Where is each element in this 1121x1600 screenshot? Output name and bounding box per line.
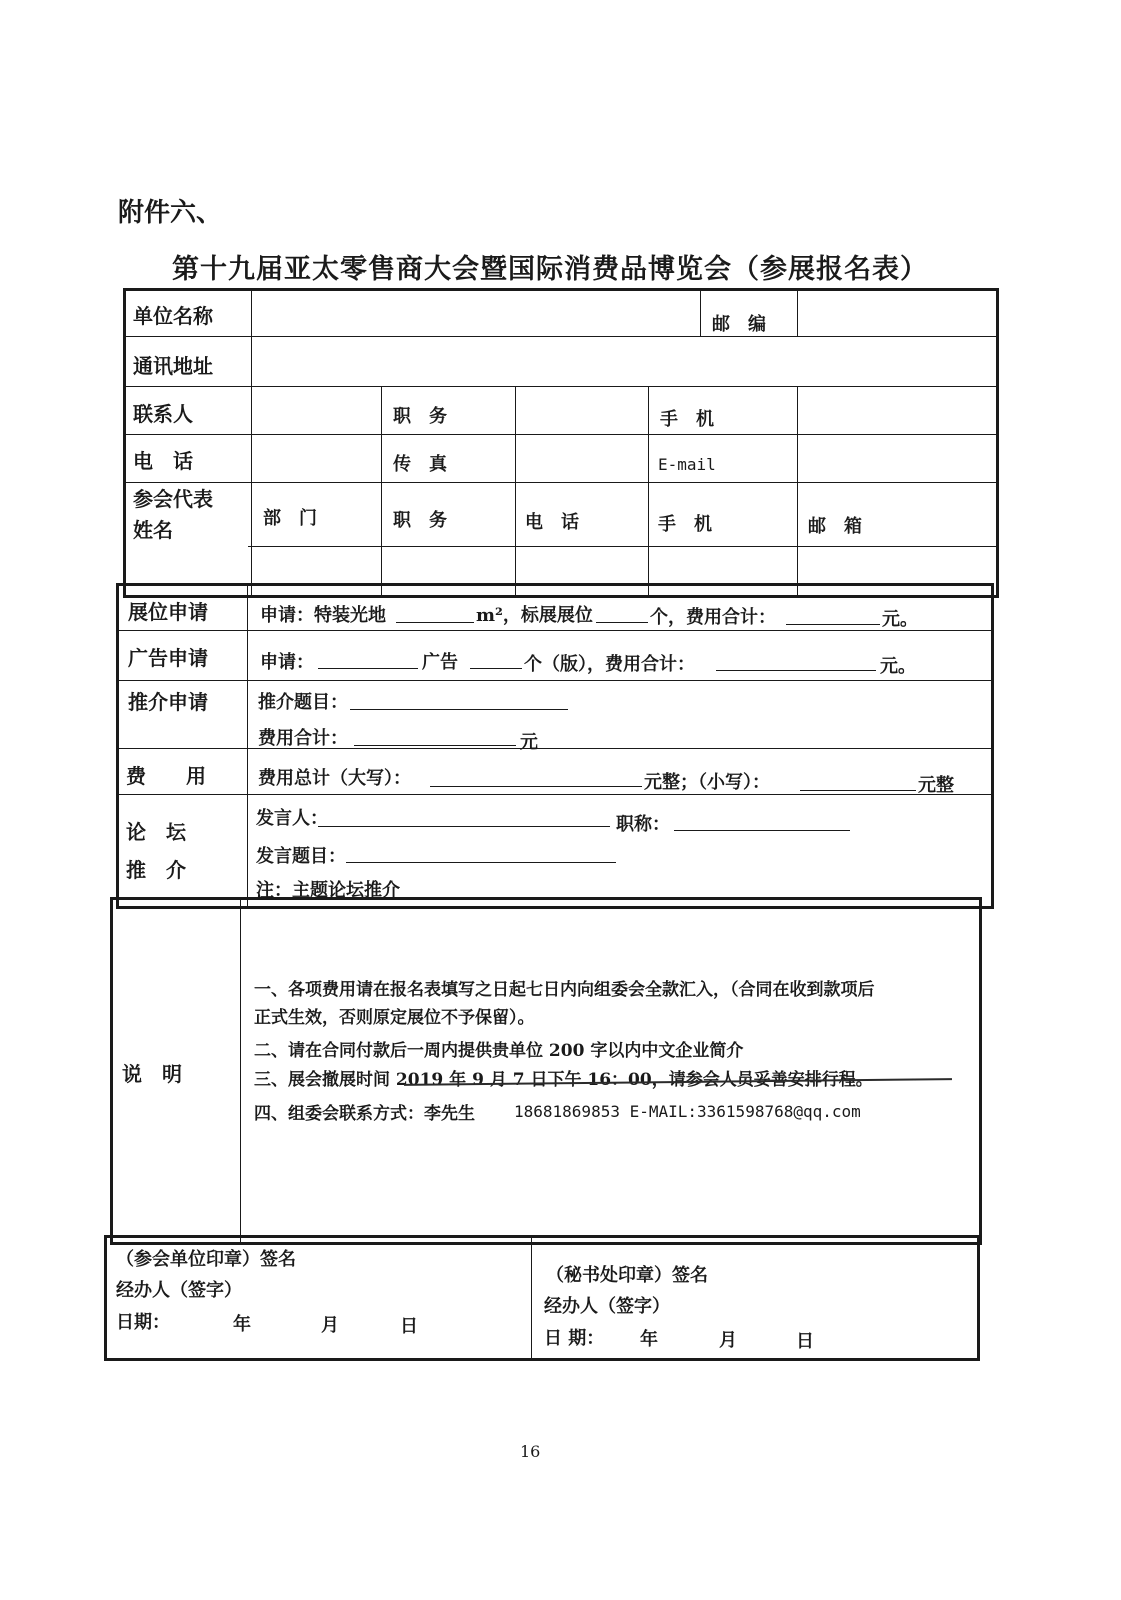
phone-label: 电 话 xyxy=(133,449,193,473)
ad-text-2: 广告 xyxy=(422,652,458,673)
ad-type-blank[interactable] xyxy=(318,668,418,669)
forum-label-2: 推 介 xyxy=(126,858,186,882)
booth-area-blank[interactable] xyxy=(396,622,474,623)
booth-text-1: 申请：特装光地 xyxy=(260,605,386,626)
form-title: 第十九届亚太零售商大会暨国际消费品博览会（参展报名表） xyxy=(172,254,928,285)
rule xyxy=(515,386,516,598)
forum-note: 注：主题论坛推介 xyxy=(256,880,400,901)
rule xyxy=(381,386,382,598)
mailbox-label: 邮 箱 xyxy=(808,516,862,537)
ad-text-1: 申请： xyxy=(260,652,314,673)
sign-left-month: 月 xyxy=(321,1315,339,1336)
note-line-3: 二、请在合同付款后一周内提供贵单位 200 字以内中文企业简介 xyxy=(254,1041,744,1061)
note-line-5-contact: 18681869853 E-MAIL:3361598768@qq.com xyxy=(514,1102,861,1121)
rule xyxy=(240,897,241,1245)
attachment-label: 附件六、 xyxy=(118,198,223,228)
booth-fee-blank[interactable] xyxy=(786,624,880,625)
booth-text-3: 个，费用合计： xyxy=(650,607,776,628)
forum-speaker-label: 发言人： xyxy=(256,808,328,829)
promo-unit: 元 xyxy=(520,732,538,753)
sign-right-year: 年 xyxy=(640,1329,658,1350)
fee-text-3: 元整 xyxy=(918,775,954,796)
booth-count-blank[interactable] xyxy=(596,622,648,623)
sign-right-line-2: 经办人（签字） xyxy=(544,1296,670,1317)
rule xyxy=(251,288,252,598)
note-line-4: 三、展会撤展时间 2019 年 9 月 7 日下午 16：00，请参会人员妥善安排行程。 xyxy=(254,1070,873,1090)
booth-label: 展位申请 xyxy=(128,600,208,624)
page-number: 16 xyxy=(520,1442,541,1461)
note-line-5-label: 四、组委会联系方式：李先生 xyxy=(254,1104,475,1124)
promo-title-label: 推介题目： xyxy=(258,692,348,713)
ad-count-blank[interactable] xyxy=(470,668,522,669)
ad-text-3: 个（版），费用合计： xyxy=(524,654,695,675)
fee-text-2: 元整；（小写）： xyxy=(644,772,770,793)
position-label: 职 务 xyxy=(393,406,447,427)
forum-topic-blank[interactable] xyxy=(346,862,616,863)
delegate-label-1: 参会代表 xyxy=(133,487,213,511)
sign-left-line-1: （参会单位印章）签名 xyxy=(116,1249,296,1270)
position2-label: 职 务 xyxy=(393,510,447,531)
ad-fee-blank[interactable] xyxy=(716,670,876,671)
sign-left-year: 年 xyxy=(233,1314,251,1335)
fee-number-blank[interactable] xyxy=(800,790,916,791)
email-label: E-mail xyxy=(658,455,716,474)
postcode-label: 邮 编 xyxy=(712,314,766,335)
rule xyxy=(531,1235,532,1361)
ad-text-4: 元。 xyxy=(880,656,916,677)
note-line-1: 一、各项费用请在报名表填写之日起七日内向组委会全款汇入，（合同在收到款项后 xyxy=(254,980,875,1000)
booth-text-2: m²，标展展位 xyxy=(476,605,593,626)
forum-title-label: 职称： xyxy=(616,814,670,835)
forum-label-1: 论 坛 xyxy=(126,820,186,844)
sign-left-day: 日 xyxy=(400,1316,418,1337)
rule xyxy=(247,583,248,909)
sign-left-date-label: 日期： xyxy=(116,1312,170,1333)
fax-label: 传 真 xyxy=(393,454,447,475)
delegate-label-2: 姓名 xyxy=(133,518,173,542)
rule xyxy=(797,288,798,336)
dept-label: 部 门 xyxy=(263,508,317,529)
rule xyxy=(123,482,999,483)
fee-text-1: 费用总计（大写）： xyxy=(258,768,411,789)
ad-label: 广告申请 xyxy=(128,646,208,670)
forum-topic-label: 发言题目： xyxy=(256,846,346,867)
mobile-label: 手 机 xyxy=(660,409,714,430)
sign-right-line-1: （秘书处印章）签名 xyxy=(546,1265,708,1286)
phone2-label: 电 话 xyxy=(525,512,579,533)
promo-fee-label: 费用合计： xyxy=(258,728,348,749)
note-line-2: 正式生效，否则原定展位不予保留）。 xyxy=(254,1008,535,1028)
mobile2-label: 手 机 xyxy=(658,514,712,535)
rule xyxy=(797,386,798,598)
rule xyxy=(648,386,649,598)
sign-right-day: 日 xyxy=(796,1331,814,1352)
rule xyxy=(248,546,999,547)
promo-fee-blank[interactable] xyxy=(354,745,516,746)
promo-title-blank[interactable] xyxy=(350,709,568,710)
rule xyxy=(123,434,999,435)
contact-label: 联系人 xyxy=(133,402,193,426)
notes-label: 说 明 xyxy=(122,1062,182,1086)
address-label: 通讯地址 xyxy=(133,354,213,378)
fee-label: 费 用 xyxy=(126,764,206,788)
promo-label: 推介申请 xyxy=(128,690,208,714)
rule xyxy=(123,336,999,337)
sign-left-line-2: 经办人（签字） xyxy=(116,1280,242,1301)
rule xyxy=(123,386,999,387)
booth-text-4: 元。 xyxy=(882,609,918,630)
upper-table-border xyxy=(123,288,999,598)
sign-right-date-label: 日 期： xyxy=(544,1328,605,1349)
unit-name-label: 单位名称 xyxy=(133,304,213,328)
fee-capital-blank[interactable] xyxy=(430,786,642,787)
sign-right-month: 月 xyxy=(719,1330,737,1351)
rule xyxy=(700,288,701,336)
forum-title-blank[interactable] xyxy=(674,830,850,831)
forum-speaker-blank[interactable] xyxy=(318,826,610,827)
